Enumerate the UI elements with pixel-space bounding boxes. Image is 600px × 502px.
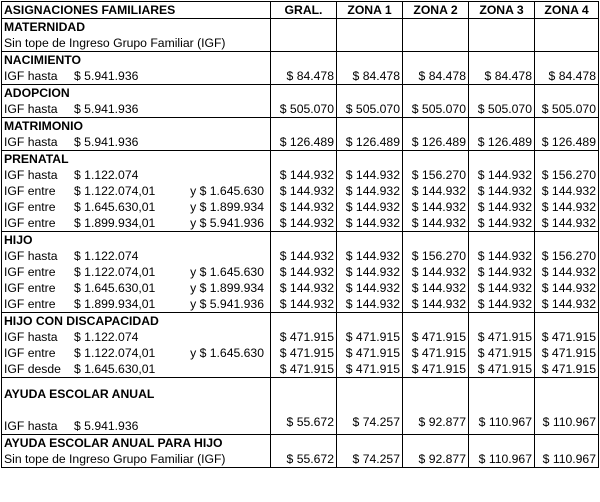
- igf-from: $ 1.645.630,01: [74, 362, 156, 376]
- section-label-cell: [2, 232, 271, 313]
- amount-value: $ 471.915: [279, 362, 334, 376]
- amount-cell-zona-3: [469, 313, 535, 378]
- section-title: NACIMIENTO: [4, 53, 81, 67]
- amount-value: $ 144.932: [345, 168, 400, 182]
- amount-value: $ 144.932: [345, 281, 400, 295]
- amount-spacer: [471, 435, 532, 451]
- amount-cell-zona-3: [469, 52, 535, 85]
- igf-to: y $ 1.899.934: [190, 281, 264, 295]
- amount-cell-zona-1: [337, 118, 403, 151]
- section-line: [4, 451, 268, 467]
- amount-value: $ 471.915: [477, 330, 532, 344]
- amount-value: $ 471.915: [541, 362, 596, 376]
- igf-label: IGF hasta: [4, 102, 58, 116]
- igf-to: y $ 1.645.630: [190, 265, 264, 279]
- amount-spacer: [339, 435, 400, 451]
- amount-cell-zona-4: [535, 85, 599, 118]
- amount-cell-gral: [271, 118, 337, 151]
- amount-value: $ 144.932: [345, 249, 400, 263]
- amount-value: $ 92.877: [418, 415, 466, 429]
- amount-cell-zona-3: [469, 85, 535, 118]
- amount-value: [339, 35, 400, 51]
- amount-cell-zona-1: [337, 378, 403, 435]
- amount-value: $ 110.967: [542, 415, 596, 429]
- amount-value: [537, 35, 596, 51]
- amount-value: $ 471.915: [541, 346, 596, 360]
- igf-from: $ 1.122.074: [74, 168, 139, 182]
- amount-value: $ 144.932: [477, 168, 532, 182]
- amount-spacer: [405, 398, 466, 414]
- amount-spacer: [405, 435, 466, 451]
- amount-value: $ 74.257: [352, 452, 400, 466]
- amount-spacer: [273, 151, 334, 167]
- amount-spacer: [405, 52, 466, 68]
- section-line: [4, 199, 268, 215]
- section-line: [4, 264, 268, 280]
- amount-cell-zona-1: [337, 435, 403, 468]
- section-title: HIJO CON DISCAPACIDAD: [4, 314, 159, 328]
- section-row: [2, 435, 599, 468]
- section-label-cell: [2, 52, 271, 85]
- section-row: [2, 19, 599, 52]
- amount-value: $ 144.932: [541, 216, 596, 230]
- amount-value: $ 84.478: [286, 69, 334, 83]
- header-row: [2, 2, 599, 19]
- igf-label: IGF entre: [4, 184, 56, 198]
- igf-from: $ 5.941.936: [74, 69, 139, 83]
- amount-spacer: [471, 151, 532, 167]
- amount-value: $ 126.489: [411, 135, 466, 149]
- amount-spacer: [273, 398, 334, 414]
- section-row: [2, 313, 599, 378]
- amount-spacer: [273, 118, 334, 134]
- amount-cell-zona-1: [337, 85, 403, 118]
- amount-cell-zona-4: [535, 52, 599, 85]
- section-title: PRENATAL: [4, 152, 69, 166]
- amount-spacer: [405, 151, 466, 167]
- section-title: ADOPCION: [4, 86, 70, 100]
- amount-value: $ 55.672: [286, 415, 334, 429]
- amount-value: $ 505.070: [477, 102, 532, 116]
- amount-spacer: [405, 85, 466, 101]
- amount-cell-gral: [271, 85, 337, 118]
- amount-spacer: [339, 118, 400, 134]
- section-line: [4, 68, 268, 84]
- amount-spacer: [339, 232, 400, 248]
- section-row: [2, 52, 599, 85]
- amount-value: $ 144.932: [477, 200, 532, 214]
- amount-value: $ 126.489: [345, 135, 400, 149]
- amount-spacer: [537, 85, 596, 101]
- amount-value: $ 144.932: [477, 249, 532, 263]
- amount-value: $ 110.967: [542, 452, 596, 466]
- section-title: MATRIMONIO: [4, 119, 83, 133]
- amount-value: $ 144.932: [279, 216, 334, 230]
- section-label-cell: [2, 151, 271, 232]
- section-line: [4, 329, 268, 345]
- section-line: [4, 418, 268, 434]
- amount-cell-gral: [271, 313, 337, 378]
- amount-value: $ 144.932: [345, 297, 400, 311]
- amount-value: $ 144.932: [541, 297, 596, 311]
- amount-spacer: [273, 435, 334, 451]
- amount-spacer: [405, 118, 466, 134]
- amount-value: $ 84.478: [352, 69, 400, 83]
- amount-value: $ 144.932: [541, 200, 596, 214]
- amount-spacer: [537, 232, 596, 248]
- igf-label: IGF hasta: [4, 168, 58, 182]
- amount-spacer: [471, 398, 532, 414]
- amount-value: $ 92.877: [418, 452, 466, 466]
- amount-value: $ 156.270: [411, 168, 466, 182]
- amount-value: $ 84.478: [548, 69, 596, 83]
- amount-value: $ 471.915: [541, 330, 596, 344]
- amount-value: $ 144.932: [411, 216, 466, 230]
- amount-cell-zona-2: [403, 52, 469, 85]
- amount-value: $ 144.932: [541, 184, 596, 198]
- igf-label: IGF entre: [4, 216, 56, 230]
- amount-value: $ 144.932: [345, 184, 400, 198]
- igf-from: $ 1.122.074: [74, 330, 139, 344]
- amount-spacer: [471, 118, 532, 134]
- section-title: HIJO: [4, 233, 33, 247]
- amount-value: $ 471.915: [411, 346, 466, 360]
- igf-from: $ 1.645.630,01: [74, 281, 156, 295]
- amount-cell-zona-3: [469, 435, 535, 468]
- igf-label: IGF hasta: [4, 249, 58, 263]
- header-col-zona-2: ZONA 2: [403, 2, 469, 19]
- amount-cell-zona-4: [535, 232, 599, 313]
- amount-spacer: [471, 85, 532, 101]
- igf-label: IGF entre: [4, 297, 56, 311]
- igf-label: IGF entre: [4, 346, 56, 360]
- amount-value: $ 126.489: [279, 135, 334, 149]
- amount-value: $ 156.270: [411, 249, 466, 263]
- amount-value: $ 110.967: [478, 452, 532, 466]
- amount-cell-gral: [271, 19, 337, 52]
- amount-cell-zona-4: [535, 378, 599, 435]
- amount-spacer: [471, 382, 532, 398]
- amount-value: $ 144.932: [477, 265, 532, 279]
- section-line: [4, 361, 268, 377]
- amount-spacer: [405, 232, 466, 248]
- igf-from: $ 1.122.074: [74, 249, 139, 263]
- amount-cell-zona-2: [403, 378, 469, 435]
- section-row: [2, 378, 599, 435]
- section-title: MATERNIDAD: [4, 20, 86, 34]
- amount-cell-gral: [271, 151, 337, 232]
- amount-spacer: [339, 19, 400, 35]
- header-title: ASIGNACIONES FAMILIARES: [2, 2, 271, 19]
- amount-value: $ 144.932: [477, 297, 532, 311]
- section-line: [4, 134, 268, 150]
- amount-value: $ 471.915: [477, 362, 532, 376]
- amount-value: $ 505.070: [345, 102, 400, 116]
- amount-value: $ 471.915: [411, 362, 466, 376]
- amount-spacer: [471, 232, 532, 248]
- amount-spacer: [537, 52, 596, 68]
- amount-value: $ 471.915: [345, 362, 400, 376]
- header-col-gral: GRAL.: [271, 2, 337, 19]
- amount-value: $ 144.932: [279, 249, 334, 263]
- amount-cell-zona-1: [337, 232, 403, 313]
- amount-cell-zona-2: [403, 313, 469, 378]
- amount-cell-zona-4: [535, 19, 599, 52]
- amount-cell-zona-4: [535, 313, 599, 378]
- section-line: [4, 296, 268, 312]
- amount-value: $ 126.489: [541, 135, 596, 149]
- section-label-cell: [2, 313, 271, 378]
- amount-value: $ 144.932: [477, 216, 532, 230]
- amount-value: $ 156.270: [541, 168, 596, 182]
- amount-spacer: [405, 19, 466, 35]
- amount-cell-zona-1: [337, 19, 403, 52]
- amount-spacer: [537, 398, 596, 414]
- amount-value: $ 471.915: [477, 346, 532, 360]
- amount-value: $ 144.932: [477, 281, 532, 295]
- amount-spacer: [339, 52, 400, 68]
- igf-label: IGF hasta: [4, 330, 58, 344]
- section-line: [4, 215, 268, 231]
- amount-value: $ 144.932: [411, 297, 466, 311]
- amount-cell-zona-4: [535, 118, 599, 151]
- amount-cell-zona-2: [403, 435, 469, 468]
- section-row: [2, 151, 599, 232]
- header-col-zona-3: ZONA 3: [469, 2, 535, 19]
- amount-cell-zona-3: [469, 232, 535, 313]
- amount-cell-zona-3: [469, 19, 535, 52]
- igf-from: $ 1.899.934,01: [74, 297, 156, 311]
- amount-spacer: [537, 435, 596, 451]
- amount-value: $ 110.967: [478, 415, 532, 429]
- igf-label: IGF entre: [4, 265, 56, 279]
- amount-spacer: [273, 52, 334, 68]
- amount-spacer: [339, 313, 400, 329]
- amount-value: $ 144.932: [279, 281, 334, 295]
- amount-value: $ 144.932: [279, 265, 334, 279]
- igf-from: $ 5.941.936: [74, 102, 139, 116]
- igf-from: $ 1.122.074,01: [74, 265, 156, 279]
- amount-spacer: [537, 19, 596, 35]
- amount-value: $ 144.932: [411, 281, 466, 295]
- amount-value: [405, 35, 466, 51]
- igf-to: y $ 1.645.630: [190, 184, 264, 198]
- igf-label: IGF hasta: [4, 419, 58, 433]
- amount-spacer: [537, 118, 596, 134]
- igf-to: y $ 1.645.630: [190, 346, 264, 360]
- amount-value: $ 144.932: [411, 265, 466, 279]
- header-col-zona-1: ZONA 1: [337, 2, 403, 19]
- amount-value: $ 505.070: [411, 102, 466, 116]
- section-title: AYUDA ESCOLAR ANUAL: [4, 387, 155, 401]
- amount-value: $ 144.932: [345, 265, 400, 279]
- amount-value: $ 144.932: [345, 200, 400, 214]
- igf-from: $ 1.122.074,01: [74, 346, 156, 360]
- igf-from: $ 1.122.074,01: [74, 184, 156, 198]
- section-line: [4, 101, 268, 117]
- amount-value: [273, 35, 334, 51]
- igf-from: $ 5.941.936: [74, 419, 139, 433]
- amount-cell-zona-2: [403, 118, 469, 151]
- section-row: [2, 85, 599, 118]
- amount-cell-zona-3: [469, 151, 535, 232]
- amount-spacer: [273, 232, 334, 248]
- header-col-zona-4: ZONA 4: [535, 2, 599, 19]
- amount-cell-zona-3: [469, 378, 535, 435]
- amount-value: $ 471.915: [279, 330, 334, 344]
- amount-value: $ 144.932: [279, 184, 334, 198]
- amount-value: $ 144.932: [411, 200, 466, 214]
- amount-cell-zona-3: [469, 118, 535, 151]
- amount-value: $ 144.932: [477, 184, 532, 198]
- amount-spacer: [273, 19, 334, 35]
- amount-value: $ 505.070: [541, 102, 596, 116]
- igf-note: Sin tope de Ingreso Grupo Familiar (IGF): [4, 36, 226, 50]
- amount-spacer: [273, 382, 334, 398]
- amount-cell-zona-2: [403, 19, 469, 52]
- amount-value: $ 144.932: [279, 168, 334, 182]
- igf-label: IGF desde: [4, 362, 61, 376]
- amount-value: $ 471.915: [345, 346, 400, 360]
- igf-note: Sin tope de Ingreso Grupo Familiar (IGF): [4, 452, 226, 466]
- amount-cell-zona-1: [337, 151, 403, 232]
- amount-cell-zona-2: [403, 151, 469, 232]
- amount-value: $ 144.932: [541, 281, 596, 295]
- igf-label: IGF entre: [4, 200, 56, 214]
- asignaciones-table: [1, 1, 599, 468]
- amount-spacer: [537, 151, 596, 167]
- amount-spacer: [339, 398, 400, 414]
- igf-to: y $ 1.899.934: [190, 200, 264, 214]
- amount-cell-zona-1: [337, 313, 403, 378]
- amount-value: [471, 35, 532, 51]
- table-body: [2, 2, 599, 468]
- amount-value: $ 144.932: [279, 297, 334, 311]
- amount-spacer: [339, 382, 400, 398]
- amount-cell-zona-4: [535, 435, 599, 468]
- section-row: [2, 232, 599, 313]
- amount-cell-zona-2: [403, 232, 469, 313]
- section-line: [4, 35, 268, 51]
- amount-spacer: [537, 313, 596, 329]
- amount-cell-zona-4: [535, 151, 599, 232]
- amount-value: $ 126.489: [477, 135, 532, 149]
- section-line: [4, 183, 268, 199]
- section-label-cell: [2, 435, 271, 468]
- amount-value: $ 144.932: [411, 184, 466, 198]
- section-title: AYUDA ESCOLAR ANUAL PARA HIJO: [4, 436, 223, 450]
- section-label-cell: [2, 378, 271, 435]
- amount-value: $ 471.915: [411, 330, 466, 344]
- amount-spacer: [339, 85, 400, 101]
- igf-label: IGF hasta: [4, 135, 58, 149]
- amount-spacer: [471, 313, 532, 329]
- amount-cell-gral: [271, 435, 337, 468]
- amount-value: $ 471.915: [345, 330, 400, 344]
- amount-cell-zona-1: [337, 52, 403, 85]
- amount-value: $ 84.478: [484, 69, 532, 83]
- amount-cell-zona-2: [403, 85, 469, 118]
- amount-cell-gral: [271, 52, 337, 85]
- section-label-cell: [2, 85, 271, 118]
- section-spacer: [4, 402, 268, 418]
- amount-value: $ 505.070: [279, 102, 334, 116]
- amount-spacer: [405, 313, 466, 329]
- section-line: [4, 280, 268, 296]
- amount-value: $ 156.270: [541, 249, 596, 263]
- igf-to: y $ 5.941.936: [190, 216, 264, 230]
- igf-label: IGF entre: [4, 281, 56, 295]
- section-line: [4, 345, 268, 361]
- amount-spacer: [339, 151, 400, 167]
- igf-from: $ 5.941.936: [74, 135, 139, 149]
- amount-spacer: [405, 382, 466, 398]
- amount-spacer: [537, 382, 596, 398]
- amount-value: $ 471.915: [279, 346, 334, 360]
- igf-from: $ 1.899.934,01: [74, 216, 156, 230]
- igf-label: IGF hasta: [4, 69, 58, 83]
- amount-value: $ 144.932: [279, 200, 334, 214]
- amount-spacer: [273, 313, 334, 329]
- amount-spacer: [471, 19, 532, 35]
- section-label-cell: [2, 118, 271, 151]
- section-label-cell: [2, 19, 271, 52]
- igf-to: y $ 5.941.936: [190, 297, 264, 311]
- amount-value: $ 84.478: [418, 69, 466, 83]
- amount-value: $ 144.932: [541, 265, 596, 279]
- section-line: [4, 248, 268, 264]
- amount-spacer: [471, 52, 532, 68]
- amount-spacer: [273, 85, 334, 101]
- section-line: [4, 167, 268, 183]
- igf-from: $ 1.645.630,01: [74, 200, 156, 214]
- amount-value: $ 55.672: [286, 452, 334, 466]
- amount-value: $ 74.257: [352, 415, 400, 429]
- section-row: [2, 118, 599, 151]
- amount-cell-gral: [271, 378, 337, 435]
- amount-value: $ 144.932: [345, 216, 400, 230]
- amount-cell-gral: [271, 232, 337, 313]
